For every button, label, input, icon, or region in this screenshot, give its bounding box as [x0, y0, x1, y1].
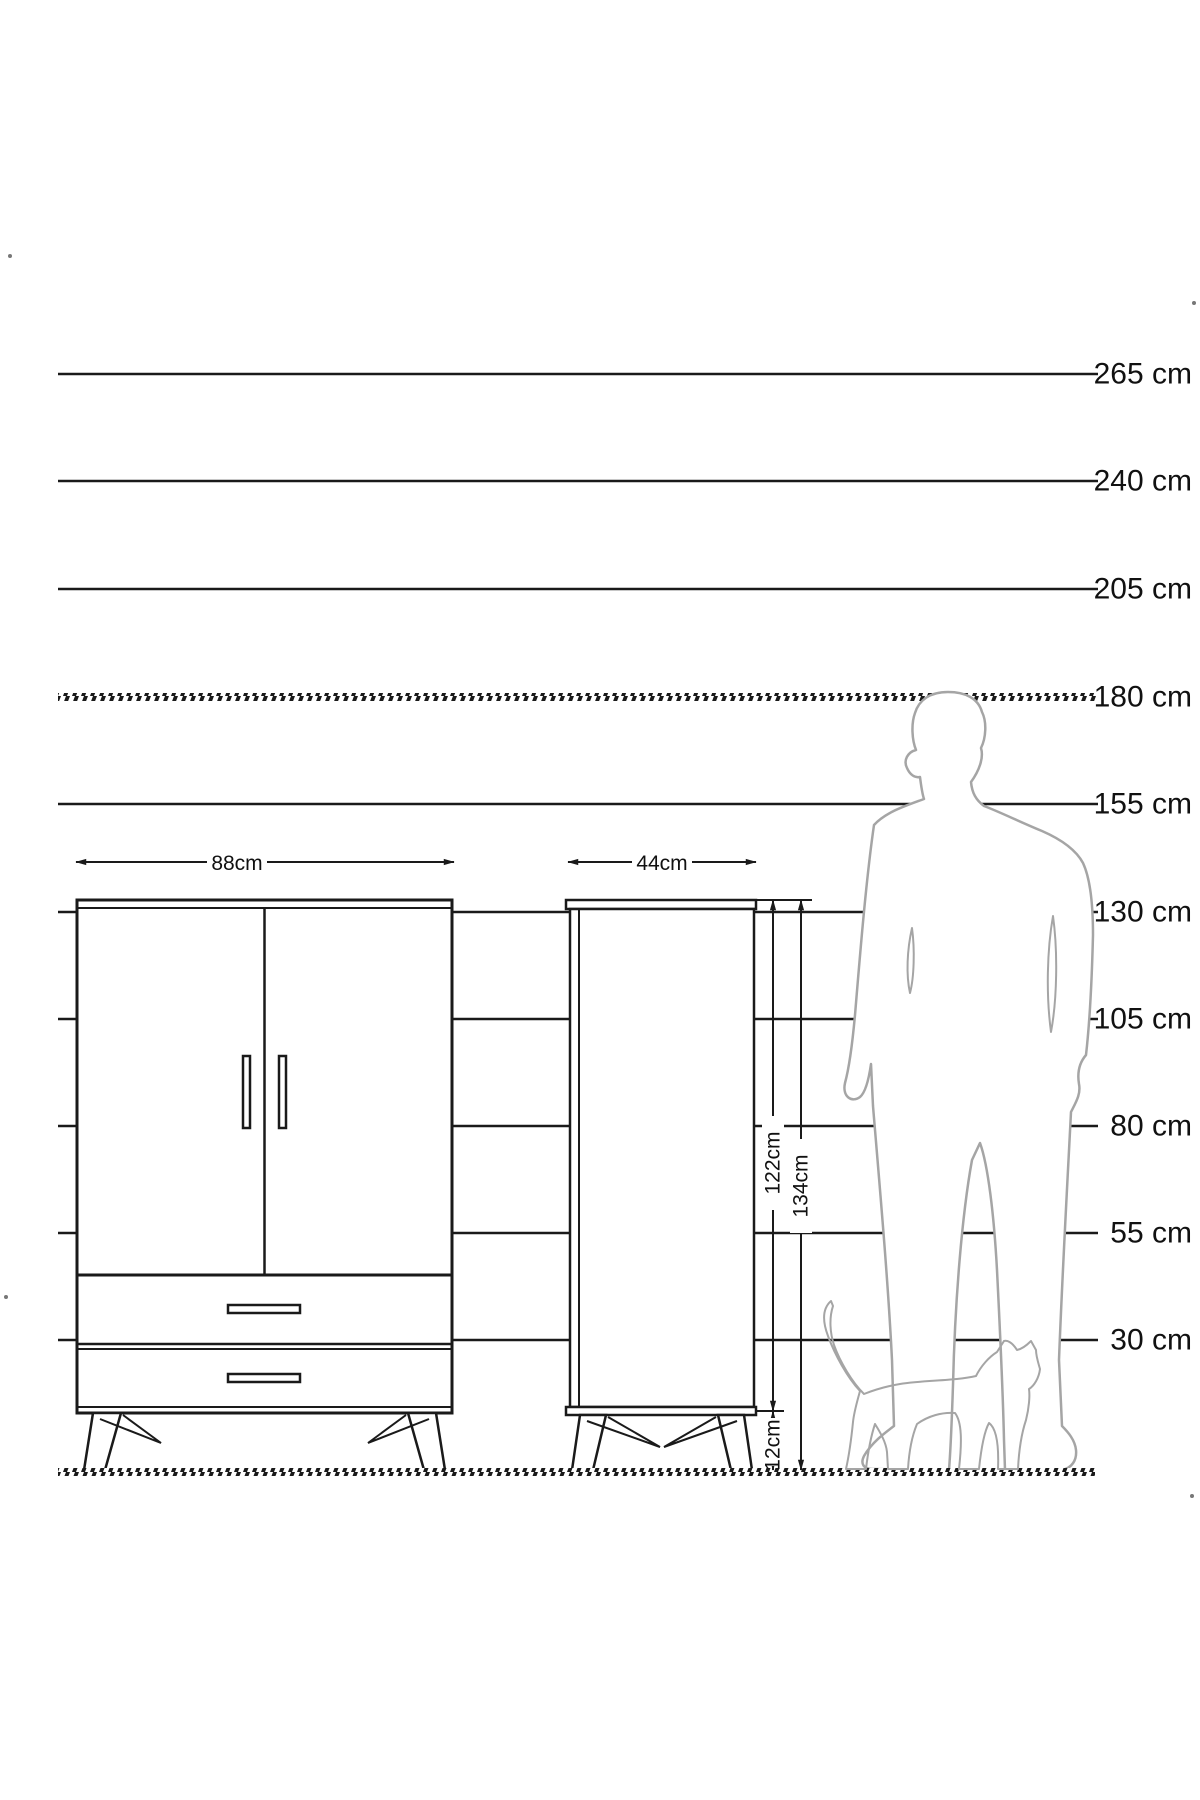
- scale-label-80: 80 cm: [1110, 1109, 1192, 1143]
- cabinet-body: [570, 909, 754, 1407]
- dim-label-cabinet-leg-height: 12cm: [761, 1419, 785, 1471]
- cabinet-left-leg: [572, 1415, 606, 1470]
- wardrobe-drawer2-handle: [228, 1374, 300, 1382]
- scale-label-30: 30 cm: [1110, 1323, 1192, 1357]
- wardrobe-left-door-handle: [243, 1056, 250, 1128]
- wardrobe-right-leg: [408, 1413, 445, 1470]
- man-outline: [844, 692, 1093, 1470]
- scale-label-105: 105 cm: [1093, 1002, 1192, 1036]
- cabinet-top-board: [566, 900, 756, 909]
- ground-line-hatched: [58, 1468, 1095, 1476]
- artifact-dot: [4, 1295, 8, 1299]
- wardrobe-right-door-handle: [279, 1056, 286, 1128]
- scale-label-205: 205 cm: [1093, 572, 1192, 606]
- scale-label-240: 240 cm: [1093, 464, 1192, 498]
- wardrobe-left-leg: [84, 1413, 121, 1470]
- dim-label-wardrobe-width: 88cm: [211, 852, 263, 875]
- wardrobe-drawer1-handle: [228, 1305, 300, 1313]
- dim-label-cabinet-total-height: 134cm: [789, 1154, 813, 1218]
- scale-label-180: 180 cm: [1093, 680, 1192, 714]
- artifact-dot: [1190, 1494, 1194, 1498]
- tall-cabinet: [566, 900, 756, 1470]
- artifact-dot: [1192, 301, 1196, 305]
- scale-label-265: 265 cm: [1093, 357, 1192, 391]
- dim-label-cabinet-width: 44cm: [636, 852, 688, 875]
- scale-label-55: 55 cm: [1110, 1216, 1192, 1250]
- dim-label-cabinet-body-height: 122cm: [761, 1131, 785, 1195]
- man-silhouette: [844, 692, 1093, 1470]
- wardrobe: [77, 900, 452, 1470]
- scale-label-155: 155 cm: [1093, 787, 1192, 821]
- height-scale-labels: [1094, 358, 1192, 1357]
- artifact-dot: [8, 254, 12, 258]
- cabinet-right-leg: [718, 1415, 752, 1470]
- scale-label-130: 130 cm: [1093, 895, 1192, 929]
